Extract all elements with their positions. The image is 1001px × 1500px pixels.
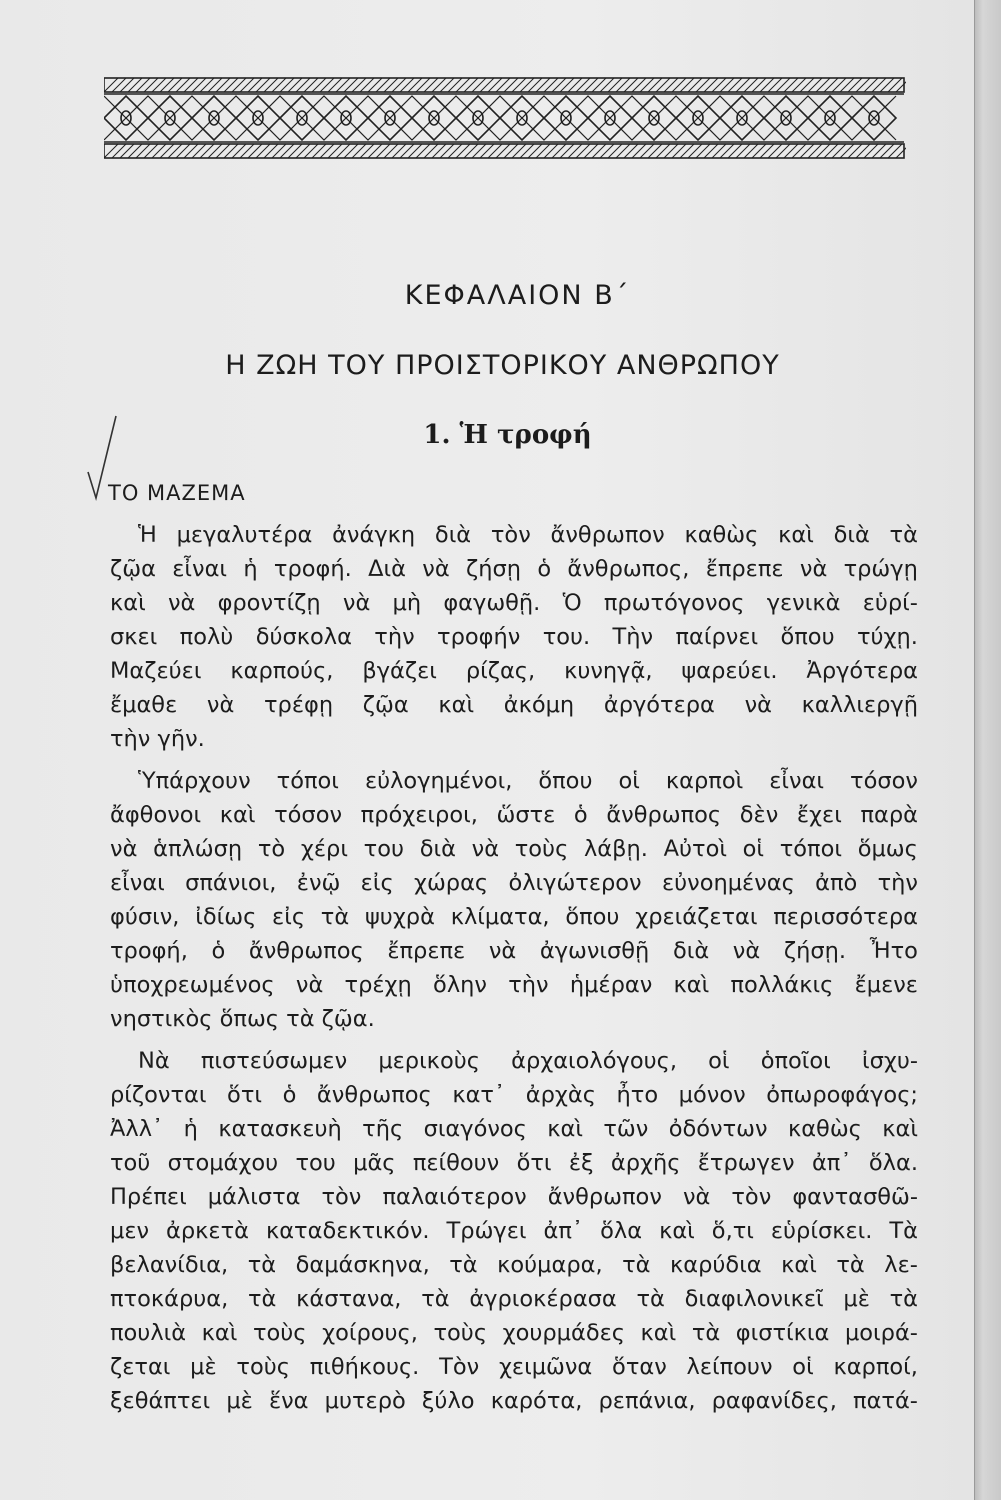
text-line: τοῦ στομάχου του μᾶς πείθουν ὅτι ἐξ ἀρχῆς ἔτρωγεν ἀπ᾽ ὅλα.	[110, 1150, 918, 1176]
text-line: τροφή, ὁ ἄνθρωπος ἔπρεπε νὰ ἀγωνισθῇ διὰ νὰ ζήσῃ. Ἦτο	[110, 938, 918, 964]
text-line: ρίζονται ὅτι ὁ ἄνθρωπος κατ᾽ ἀρχὰς ἦτο μόνον ὀπωροφάγος;	[110, 1082, 918, 1108]
text-line: νηστικὸς ὅπως τὰ ζῷα.	[110, 1006, 375, 1032]
section-heading: 1. Ἡ τροφή	[423, 420, 592, 450]
text-line: ζῷα εἶναι ἡ τροφή. Διὰ νὰ ζήσῃ ὁ ἄνθρωπος, ἔπρεπε νὰ τρώγῃ	[110, 556, 918, 582]
text-line: νὰ ἁπλώσῃ τὸ χέρι του διὰ νὰ τοὺς λάβῃ. Αὐτοὶ οἱ τόποι ὅμως	[110, 836, 918, 862]
chapter-title: ΚΕΦΑΛΑΙΟΝ Β΄	[404, 280, 631, 311]
text-line: σκει πολὺ δύσκολα τὴν τροφήν του. Τὴν παίρνει ὅπου τύχῃ.	[110, 624, 918, 650]
paragraph	[110, 764, 918, 1036]
text-line: καὶ νὰ φροντίζῃ νὰ μὴ φαγωθῇ. Ὁ πρωτόγονος γενικὰ εὑρί-	[110, 590, 918, 616]
chapter-subtitle: Η ΖΩΗ ΤΟΥ ΠΡΟΙΣΤΟΡΙΚΟΥ ΑΝΘΡΩΠΟΥ	[225, 350, 780, 381]
text-line: Πρέπει μάλιστα τὸν παλαιότερον ἄνθρωπον νὰ τὸν φαντασθῶ-	[110, 1184, 918, 1210]
text-line: Μαζεύει καρπούς, βγάζει ρίζας, κυνηγᾷ, ψαρεύει. Ἀργότερα	[110, 658, 918, 684]
text-line: πουλιὰ καὶ τοὺς χοίρους, τοὺς χουρμάδες καὶ τὰ φιστίκια μοιρά-	[110, 1320, 918, 1346]
body-text	[110, 518, 918, 1418]
text-line: Ὑπάρχουν τόποι εὐλογημένοι, ὅπου οἱ καρποὶ εἶναι τόσον	[138, 768, 918, 794]
paragraph	[110, 1044, 918, 1418]
text-line: Ἡ μεγαλυτέρα ἀνάγκη διὰ τὸν ἄνθρωπον καθὼς καὶ διὰ τὰ	[138, 522, 918, 548]
text-line: πτοκάρυα, τὰ κάστανα, τὰ ἀγριοκέρασα τὰ διαφιλονικεῖ μὲ τὰ	[110, 1286, 918, 1312]
text-line: ὑποχρεωμένος νὰ τρέχῃ ὅλην τὴν ἡμέραν καὶ πολλάκις ἔμενε	[110, 972, 918, 998]
page-edge-shadow	[974, 0, 1001, 1500]
section-subheading: ΤΟ ΜΑΖΕΜΑ	[108, 481, 246, 505]
text-line: ξεθάπτει μὲ ἕνα μυτερὸ ξύλο καρότα, ρεπάνια, ραφανίδες, πατά-	[110, 1388, 918, 1414]
text-line: φύσιν, ἰδίως εἰς τὰ ψυχρὰ κλίματα, ὅπου χρειάζεται περισσότερα	[110, 904, 918, 930]
text-line: ἔμαθε νὰ τρέφῃ ζῷα καὶ ἀκόμη ἀργότερα νὰ καλλιεργῇ	[110, 692, 918, 718]
decorative-border-ornament	[104, 74, 906, 164]
text-line: τὴν γῆν.	[110, 726, 205, 752]
text-line: μεν ἀρκετὰ καταδεκτικόν. Τρώγει ἀπ᾽ ὅλα καὶ ὅ,τι εὑρίσκει. Τὰ	[110, 1218, 918, 1244]
text-line: ζεται μὲ τοὺς πιθήκους. Τὸν χειμῶνα ὅταν λείπουν οἱ καρποί,	[110, 1354, 918, 1380]
text-line: ἄφθονοι καὶ τόσον πρόχειροι, ὥστε ὁ ἄνθρωπος δὲν ἔχει παρὰ	[110, 802, 918, 828]
text-line: εἶναι σπάνιοι, ἐνῷ εἰς χώρας ὀλιγώτερον εὐνοημένας ἀπὸ τὴν	[110, 870, 918, 896]
text-line: Νὰ πιστεύσωμεν μερικοὺς ἀρχαιολόγους, οἱ ὁποῖοι ἰσχυ-	[138, 1048, 918, 1074]
text-line: Ἀλλ᾽ ἡ κατασκευὴ τῆς σιαγόνος καὶ τῶν ὀδόντων καθὼς καὶ	[110, 1116, 918, 1142]
paragraph	[110, 518, 918, 756]
text-line: βελανίδια, τὰ δαμάσκηνα, τὰ κούμαρα, τὰ καρύδια καὶ τὰ λε-	[110, 1252, 918, 1278]
